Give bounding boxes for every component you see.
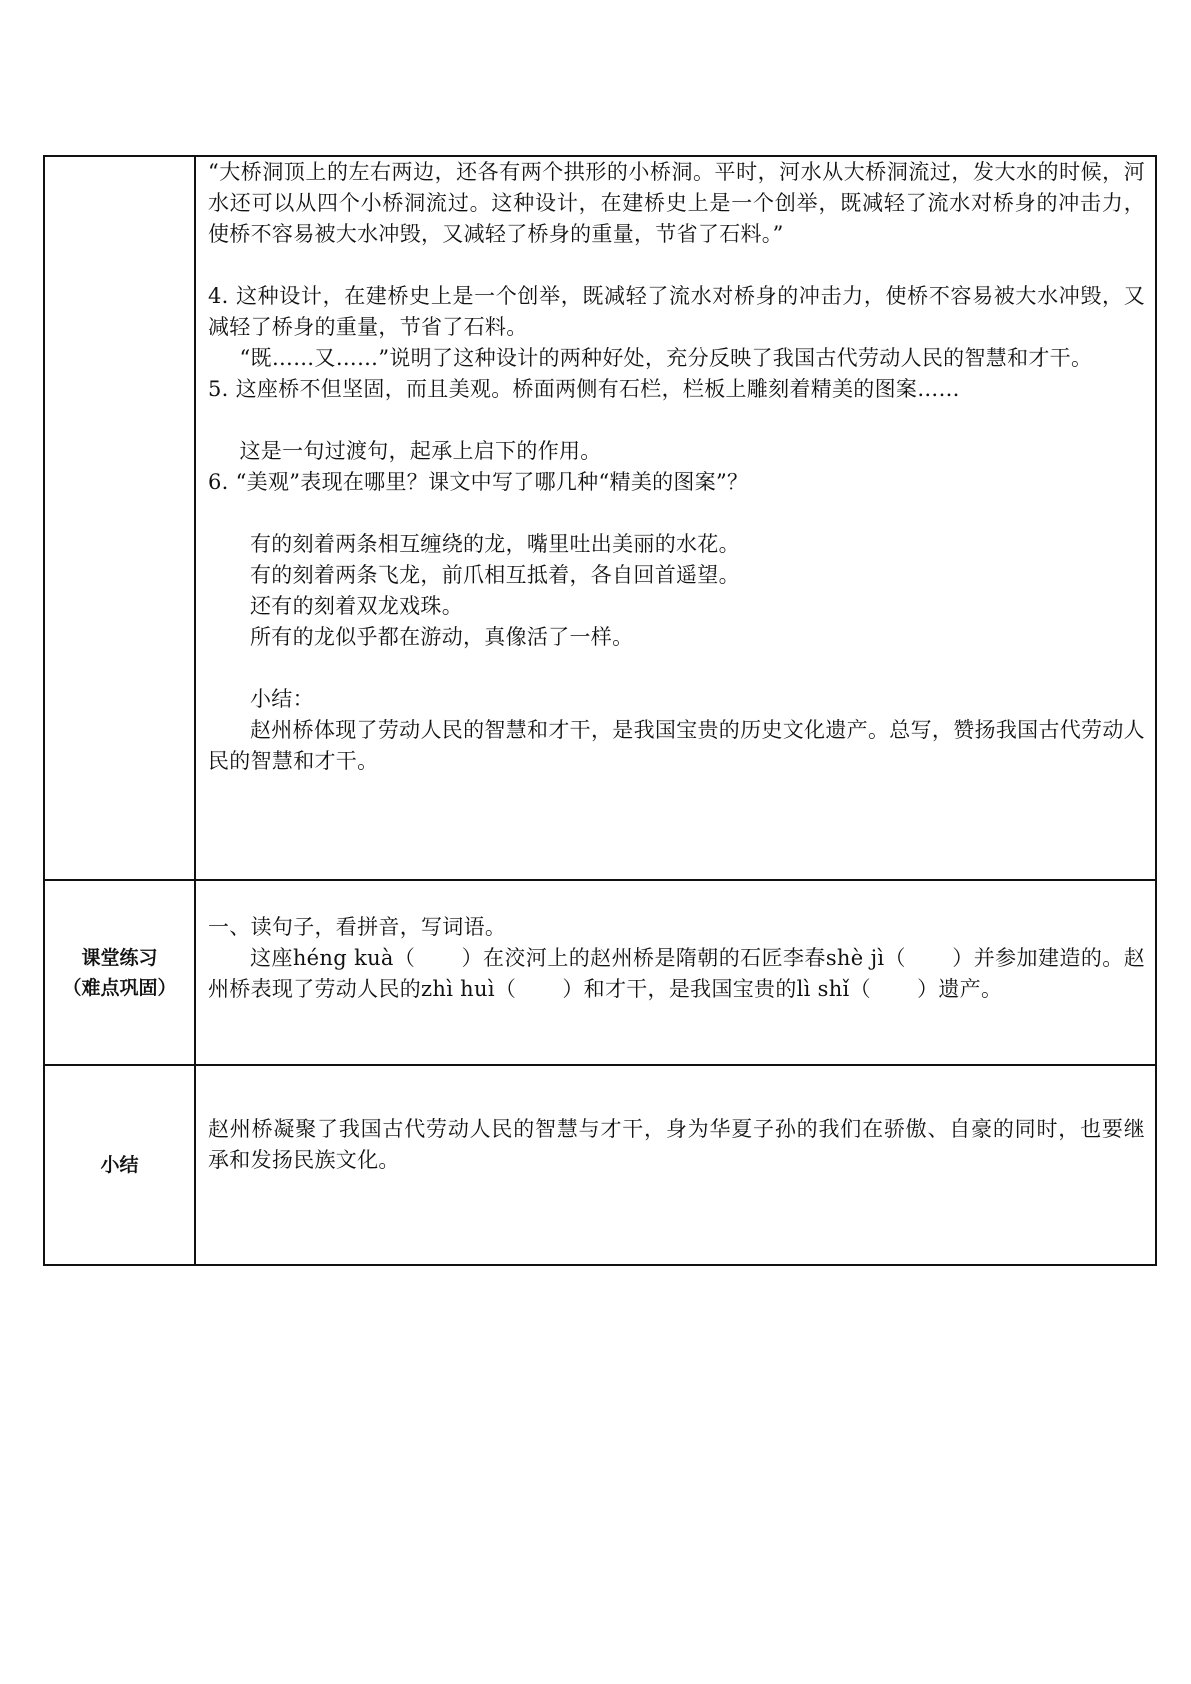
content-cell [195, 156, 1156, 880]
table-row [44, 1065, 1156, 1265]
list-item: 有的刻着两条飞龙，前爪相互抵着，各自回首遥望。 [250, 563, 740, 587]
table-row [44, 156, 1156, 880]
exercise-cell [195, 880, 1156, 1065]
exercise-sentence [208, 943, 1145, 1005]
item-4: 4. 这种设计，在建桥史上是一个创举，既减轻了流水对桥身的冲击力，使桥不容易被大水冲毁，又减轻了桥身的重量，节省了石料。 [208, 284, 1145, 339]
row-label-line2: （难点巩固） [62, 976, 177, 999]
summary-paragraph: 赵州桥凝聚了我国古代劳动人民的智慧与才干，身为华夏子孙的我们在骄傲、自豪的同时，也要继承和发扬民族文化。 [208, 1117, 1145, 1172]
quote-paragraph: “大桥洞顶上的左右两边，还各有两个拱形的小桥洞。平时，河水从大桥洞流过，发大水的时候，河水还可以从四个小桥洞流过。这种设计，在建桥史上是一个创举，既减轻了流水对桥身的冲击力，使桥不容易被大水冲毁，又减轻了桥身的重量，节省了石料。” [208, 160, 1145, 246]
exercise-segment: ）遗产。 [917, 977, 1003, 1001]
list-item: 所有的龙似乎都在游动，真像活了一样。 [250, 625, 634, 649]
row-label-line1: 课堂练习 [81, 946, 158, 969]
item-6: 6. “美观”表现在哪里？课文中写了哪几种“精美的图案”？ [208, 470, 749, 494]
exercise-segment: ）并参加建造的。赵州桥表现了劳动人民的zhì huì（ [208, 946, 1145, 1001]
summary-title: 小结： [250, 687, 314, 711]
summary-cell [195, 1065, 1156, 1265]
exercise-segment: ）和才干，是我国宝贵的lì shǐ（ [562, 977, 871, 1001]
table-row [44, 880, 1156, 1065]
lesson-plan-table [43, 155, 1157, 1266]
list-item: 有的刻着两条相互缠绕的龙，嘴里吐出美丽的水花。 [250, 532, 740, 556]
row-label: 小结 [100, 1154, 139, 1176]
list-item: 还有的刻着双龙戏珠。 [250, 594, 463, 618]
row-label-empty [44, 156, 195, 880]
exercise-segment: ）在洨河上的赵州桥是隋朝的石匠李春shè jì（ [461, 946, 906, 970]
summary-text: 赵州桥体现了劳动人民的智慧和才干，是我国宝贵的历史文化遗产。总写，赞扬我国古代劳动人民的智慧和才干。 [208, 718, 1145, 773]
item-5: 5. 这座桥不但坚固，而且美观。桥面两侧有石栏，栏板上雕刻着精美的图案…… [208, 377, 960, 401]
item-4-note: “既……又……”说明了这种设计的两种好处，充分反映了我国古代劳动人民的智慧和才干。 [239, 346, 1093, 370]
exercise-segment: 这座héng kuà（ [250, 946, 416, 970]
exercise-title: 一、读句子，看拼音，写词语。 [208, 915, 507, 939]
item-5-note: 这是一句过渡句，起承上启下的作用。 [239, 439, 602, 463]
pattern-list [208, 529, 1145, 715]
row-label-exercise [44, 880, 195, 1065]
row-label-summary [44, 1065, 195, 1265]
